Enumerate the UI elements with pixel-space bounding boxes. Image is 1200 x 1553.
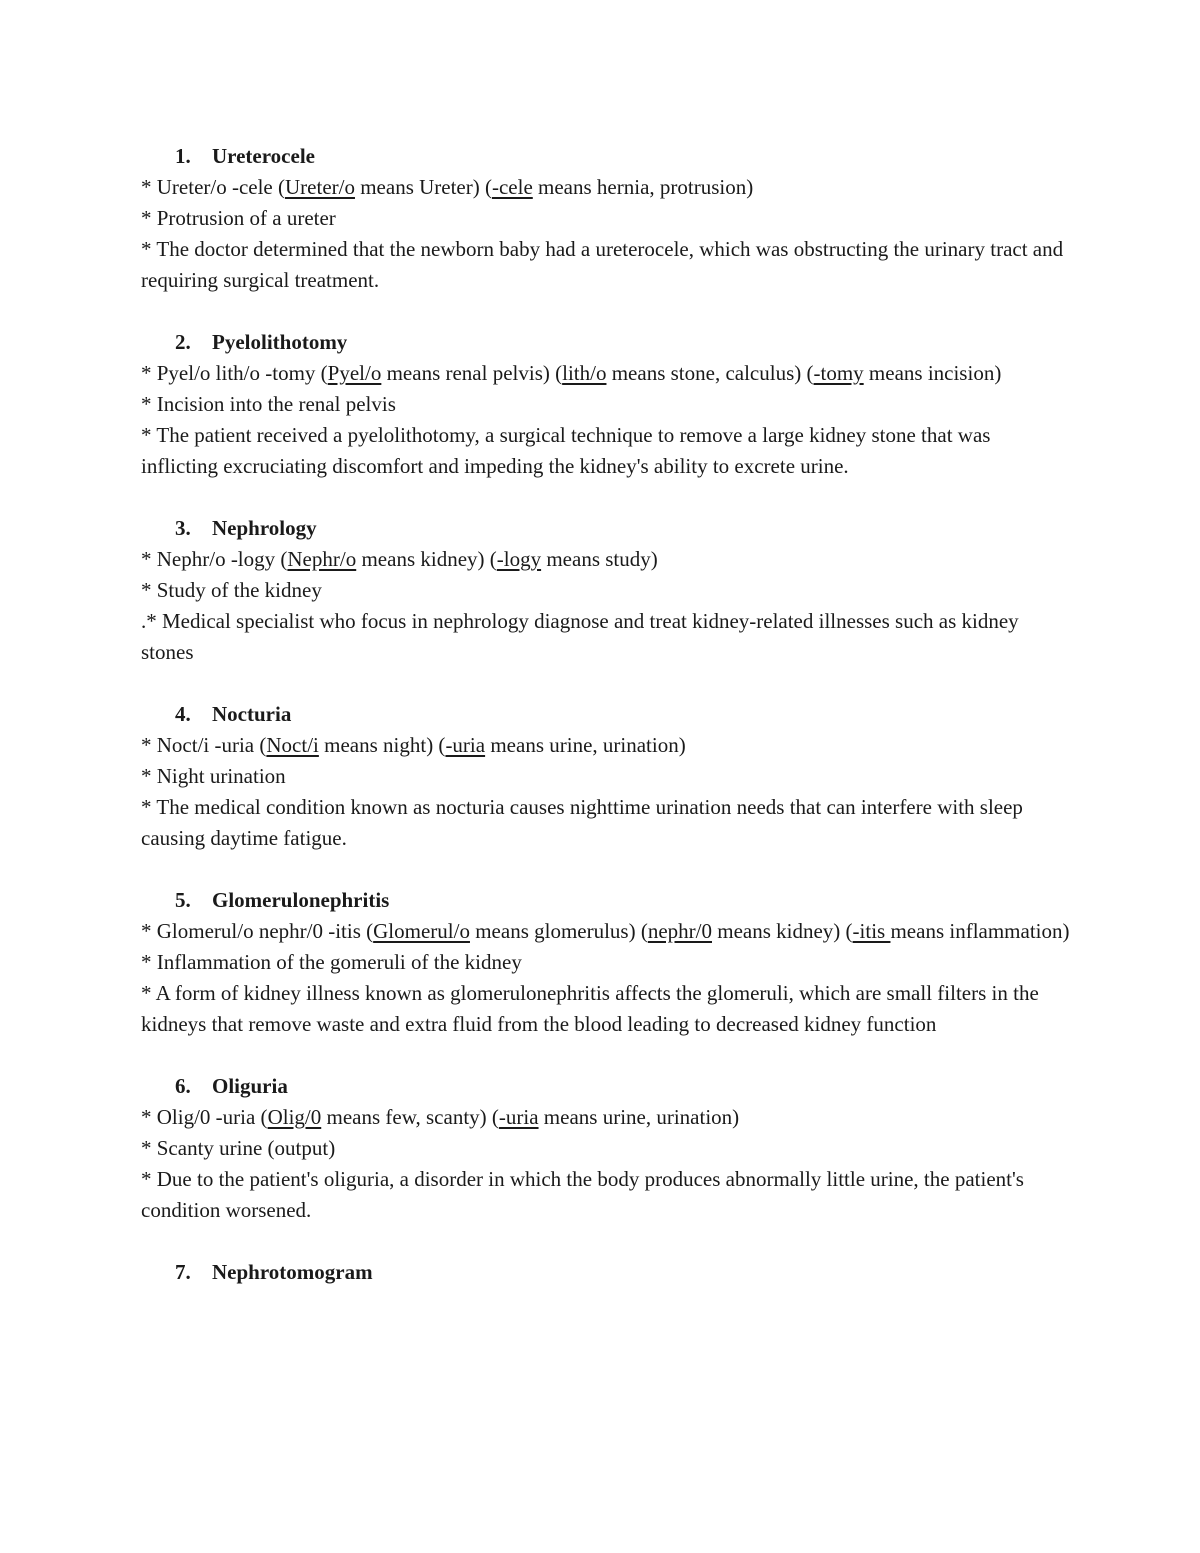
term-line: [141, 606, 1071, 668]
term-line: [141, 947, 1071, 978]
term-line: [141, 234, 1071, 296]
text-segment: means study): [541, 547, 658, 571]
term-line: [141, 358, 1071, 389]
text-segment: * Nephr/o -logy (: [141, 547, 288, 571]
text-segment: * Due to the patient's oliguria, a disorder in which the body produces abnormally little urine, the patient's condition worsened.: [141, 1167, 1024, 1222]
text-segment: * Scanty urine (output): [141, 1136, 336, 1160]
term-title: Nocturia: [212, 702, 292, 726]
text-segment: * Incision into the renal pelvis: [141, 392, 396, 416]
term-line: [141, 1102, 1071, 1133]
text-segment: * Glomerul/o nephr/0 -itis (: [141, 919, 374, 943]
text-segment: * Inflammation of the gomeruli of the kidney: [141, 950, 522, 974]
word-part-underlined: Noct/i: [266, 733, 319, 757]
word-part-underlined: lith/o: [562, 361, 607, 385]
term-line: [141, 761, 1071, 792]
text-segment: * Noct/i -uria (: [141, 733, 267, 757]
text-segment: means kidney) (: [356, 547, 497, 571]
text-segment: means glomerulus) (: [469, 919, 648, 943]
term-title: Pyelolithotomy: [212, 330, 348, 354]
term-title: Nephrology: [212, 516, 317, 540]
text-segment: means kidney) (: [712, 919, 853, 943]
term-heading: [141, 1071, 1071, 1102]
term-heading: [141, 513, 1071, 544]
term-number: 3.: [175, 516, 191, 540]
term-section: [141, 1071, 1071, 1226]
word-part-underlined: -uria: [498, 1105, 539, 1129]
term-line: [141, 544, 1071, 575]
text-segment: * Olig/0 -uria (: [141, 1105, 268, 1129]
term-line: [141, 203, 1071, 234]
term-heading: [141, 699, 1071, 730]
word-part-underlined: Nephr/o: [287, 547, 357, 571]
text-segment: * The medical condition known as nocturia causes nighttime urination needs that can interfere with sleep causing daytime fatigue.: [141, 795, 1023, 850]
text-segment: * Protrusion of a ureter: [141, 206, 336, 230]
term-line: [141, 1133, 1071, 1164]
term-heading: [141, 885, 1071, 916]
term-line: [141, 792, 1071, 854]
word-part-underlined: -tomy: [813, 361, 864, 385]
term-line: [141, 978, 1071, 1040]
word-part-underlined: Pyel/o: [327, 361, 382, 385]
text-segment: means night) (: [318, 733, 446, 757]
word-part-underlined: -logy: [496, 547, 542, 571]
term-section: [141, 1257, 1071, 1288]
text-segment: .* Medical specialist who focus in nephrology diagnose and treat kidney-related illnesses such as kidney stones: [141, 609, 1019, 664]
text-segment: * Ureter/o -cele (: [141, 175, 285, 199]
text-segment: * Night urination: [141, 764, 286, 788]
text-segment: means renal pelvis) (: [381, 361, 563, 385]
text-segment: means inflammation): [890, 919, 1070, 943]
term-heading: [141, 141, 1071, 172]
term-line: [141, 420, 1071, 482]
document-page: [141, 141, 1071, 1288]
term-title: Glomerulonephritis: [212, 888, 390, 912]
text-segment: means Ureter) (: [354, 175, 492, 199]
text-segment: * Pyel/o lith/o -tomy (: [141, 361, 328, 385]
text-segment: means few, scanty) (: [321, 1105, 499, 1129]
term-line: [141, 575, 1071, 606]
term-section: [141, 699, 1071, 854]
text-segment: means hernia, protrusion): [532, 175, 754, 199]
term-line: [141, 1164, 1071, 1226]
term-line: [141, 389, 1071, 420]
term-title: Ureterocele: [212, 144, 315, 168]
text-segment: * A form of kidney illness known as glomerulonephritis affects the glomeruli, which are small filters in the kidneys that remove waste and extra fluid from the blood leading to decreased kidney function: [141, 981, 1039, 1036]
word-part-underlined: Glomerul/o: [373, 919, 470, 943]
text-segment: means stone, calculus) (: [606, 361, 814, 385]
term-line: [141, 916, 1071, 947]
term-title: Nephrotomogram: [212, 1260, 373, 1284]
term-section: [141, 513, 1071, 668]
term-section: [141, 141, 1071, 296]
word-part-underlined: Olig/0: [267, 1105, 322, 1129]
word-part-underlined: -itis: [852, 919, 891, 943]
term-number: 6.: [175, 1074, 191, 1098]
word-part-underlined: nephr/0: [647, 919, 712, 943]
word-part-underlined: Ureter/o: [285, 175, 355, 199]
term-section: [141, 885, 1071, 1040]
term-heading: [141, 327, 1071, 358]
term-heading: [141, 1257, 1071, 1288]
text-segment: * The patient received a pyelolithotomy, a surgical technique to remove a large kidney stone that was inflicting excruciating discomfort and impeding the kidney's ability to excrete urine.: [141, 423, 991, 478]
term-number: 4.: [175, 702, 191, 726]
term-line: [141, 730, 1071, 761]
term-number: 2.: [175, 330, 191, 354]
term-number: 7.: [175, 1260, 191, 1284]
word-part-underlined: -cele: [491, 175, 533, 199]
term-line: [141, 172, 1071, 203]
text-segment: * The doctor determined that the newborn baby had a ureterocele, which was obstructing the urinary tract and requiring surgical treatment.: [141, 237, 1064, 292]
text-segment: means incision): [863, 361, 1002, 385]
text-segment: means urine, urination): [485, 733, 686, 757]
term-number: 1.: [175, 144, 191, 168]
term-section: [141, 327, 1071, 482]
text-segment: * Study of the kidney: [141, 578, 322, 602]
term-title: Oliguria: [212, 1074, 288, 1098]
term-number: 5.: [175, 888, 191, 912]
word-part-underlined: -uria: [445, 733, 486, 757]
text-segment: means urine, urination): [538, 1105, 740, 1129]
